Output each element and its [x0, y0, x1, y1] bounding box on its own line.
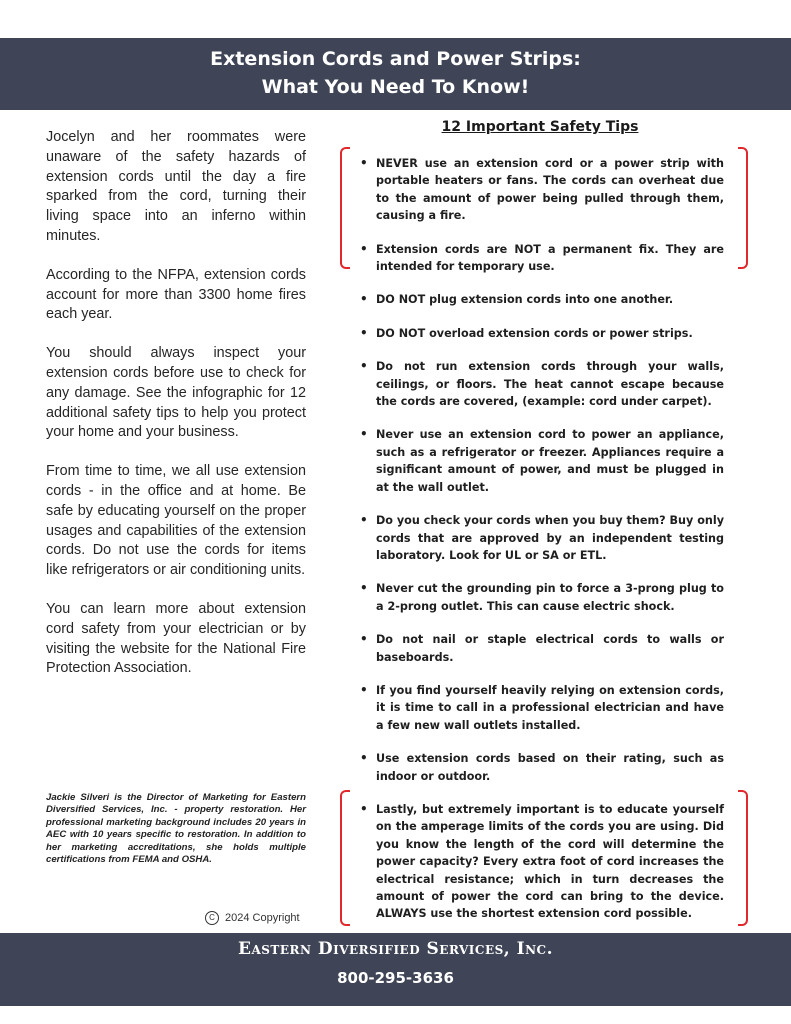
safety-tip-text: Never cut the grounding pin to force a 3-prong plug to a 2-prong outlet. This can cause electric shock. — [376, 582, 724, 613]
safety-tip — [360, 325, 724, 342]
bullet-icon: • — [360, 241, 368, 256]
bullet-icon: • — [360, 513, 368, 528]
bullet-icon: • — [360, 581, 368, 596]
article-paragraph: You should always inspect your extension cords before use to check for any damage. See the infographic for 12 additional safety tips to help you protect your home and your business. — [46, 345, 306, 441]
article-body — [46, 128, 306, 698]
article-paragraph: You can learn more about extension cord safety from your electrician or by visiting the website for the National Fire Protection Association. — [46, 600, 306, 677]
footer-banner — [0, 933, 791, 1006]
safety-tip-text: Extension cords are NOT a permanent fix. They are intended for temporary use. — [376, 242, 724, 274]
safety-tip-text: Do not run extension cords through your walls, ceilings, or floors. The heat cannot escape because the cords are covered, (example: cord under carpet). — [376, 360, 724, 409]
safety-tip-text: NEVER use an extension cord or a power strip with portable heaters or fans. The cords can overheat due to the amount of power being pulled through them, causing a fire. — [376, 157, 724, 223]
safety-tip-text: Lastly, but extremely important is to educate yourself on the amperage limits of the cords you are using. Did you know the length of the cord will determine the power capacity? Every extra foot of cord increases the electrical resistance; which in turn decreases the amount of power the cord can bring to the device. ALWAYS use the shortest extension cord possible. — [376, 802, 724, 921]
bullet-icon: • — [360, 751, 368, 766]
safety-tip — [360, 241, 724, 276]
copyright-icon: C — [205, 911, 219, 925]
article-paragraph: From time to time, we all use extension cords - in the office and at home. Be safe by educating yourself on the proper usages and capabilities of the extension cords. Do not use the cords for items like refrigerators or air conditioning units. — [46, 463, 306, 579]
bullet-icon: • — [360, 359, 368, 374]
header-banner — [0, 38, 791, 110]
bullet-icon: • — [360, 156, 368, 170]
bullet-icon: • — [360, 632, 368, 647]
safety-tip — [360, 512, 724, 564]
safety-tip — [360, 155, 724, 225]
red-bracket-top-left — [340, 147, 350, 269]
copyright-text: 2024 Copyright — [225, 911, 300, 924]
company-name: Eastern Diversified Services, Inc. — [237, 939, 554, 959]
bullet-icon: • — [360, 292, 368, 307]
phone-number: 800-295-3636 — [337, 969, 454, 987]
copyright-notice — [205, 911, 300, 925]
tips-heading: 12 Important Safety Tips — [441, 119, 639, 135]
safety-tip — [360, 631, 724, 666]
safety-tip-text: DO NOT plug extension cords into one another. — [376, 293, 674, 307]
safety-tip — [360, 682, 724, 734]
safety-tip-text: If you find yourself heavily relying on extension cords, it is time to call in a professional electrician and have a few new wall outlets installed. — [376, 683, 724, 732]
bullet-icon: • — [360, 801, 368, 816]
bullet-icon: • — [360, 325, 368, 340]
safety-tip — [360, 358, 724, 410]
safety-tip-text: Do not nail or staple electrical cords to walls or baseboards. — [376, 633, 724, 664]
safety-tip — [360, 580, 724, 615]
safety-tip-text: Never use an extension cord to power an appliance, such as a refrigerator or freezer. Appliances require a significant amount of power, and must be plugged in at the wall outlet. — [376, 428, 724, 494]
red-bracket-bottom-left — [340, 790, 350, 926]
safety-tip — [360, 426, 724, 496]
author-bio: Jackie Silveri is the Director of Marketing for Eastern Diversified Services, Inc. - property restoration. Her professional marketing background includes 20 years in AEC with 10 years specific to restoration. In addition to her marketing accreditations, she holds multiple certifications from FEMA and OSHA. — [46, 792, 306, 866]
bullet-icon: • — [360, 682, 368, 697]
safety-tips-list — [360, 155, 724, 939]
safety-tip — [360, 750, 724, 785]
article-paragraph: According to the NFPA, extension cords account for more than 3300 home fires each year. — [46, 266, 306, 323]
safety-tip — [360, 291, 724, 308]
safety-tip — [360, 801, 724, 923]
safety-tip-text: DO NOT overload extension cords or power strips. — [376, 326, 693, 340]
page-title-line2: What You Need To Know! — [261, 76, 530, 98]
article-paragraph: Jocelyn and her roommates were unaware of the safety hazards of extension cords until the day a fire sparked from the cord, turning their living space into an inferno within minutes. — [46, 129, 306, 244]
bullet-icon: • — [360, 427, 368, 442]
red-bracket-top-right — [738, 147, 748, 269]
safety-tip-text: Use extension cords based on their rating, such as indoor or outdoor. — [376, 752, 724, 783]
red-bracket-bottom-right — [738, 790, 748, 926]
page-title-line1: Extension Cords and Power Strips: — [210, 48, 581, 70]
safety-tip-text: Do you check your cords when you buy them? Buy only cords that are approved by an independent testing laboratory. Look for UL or SA or ETL. — [376, 514, 724, 562]
